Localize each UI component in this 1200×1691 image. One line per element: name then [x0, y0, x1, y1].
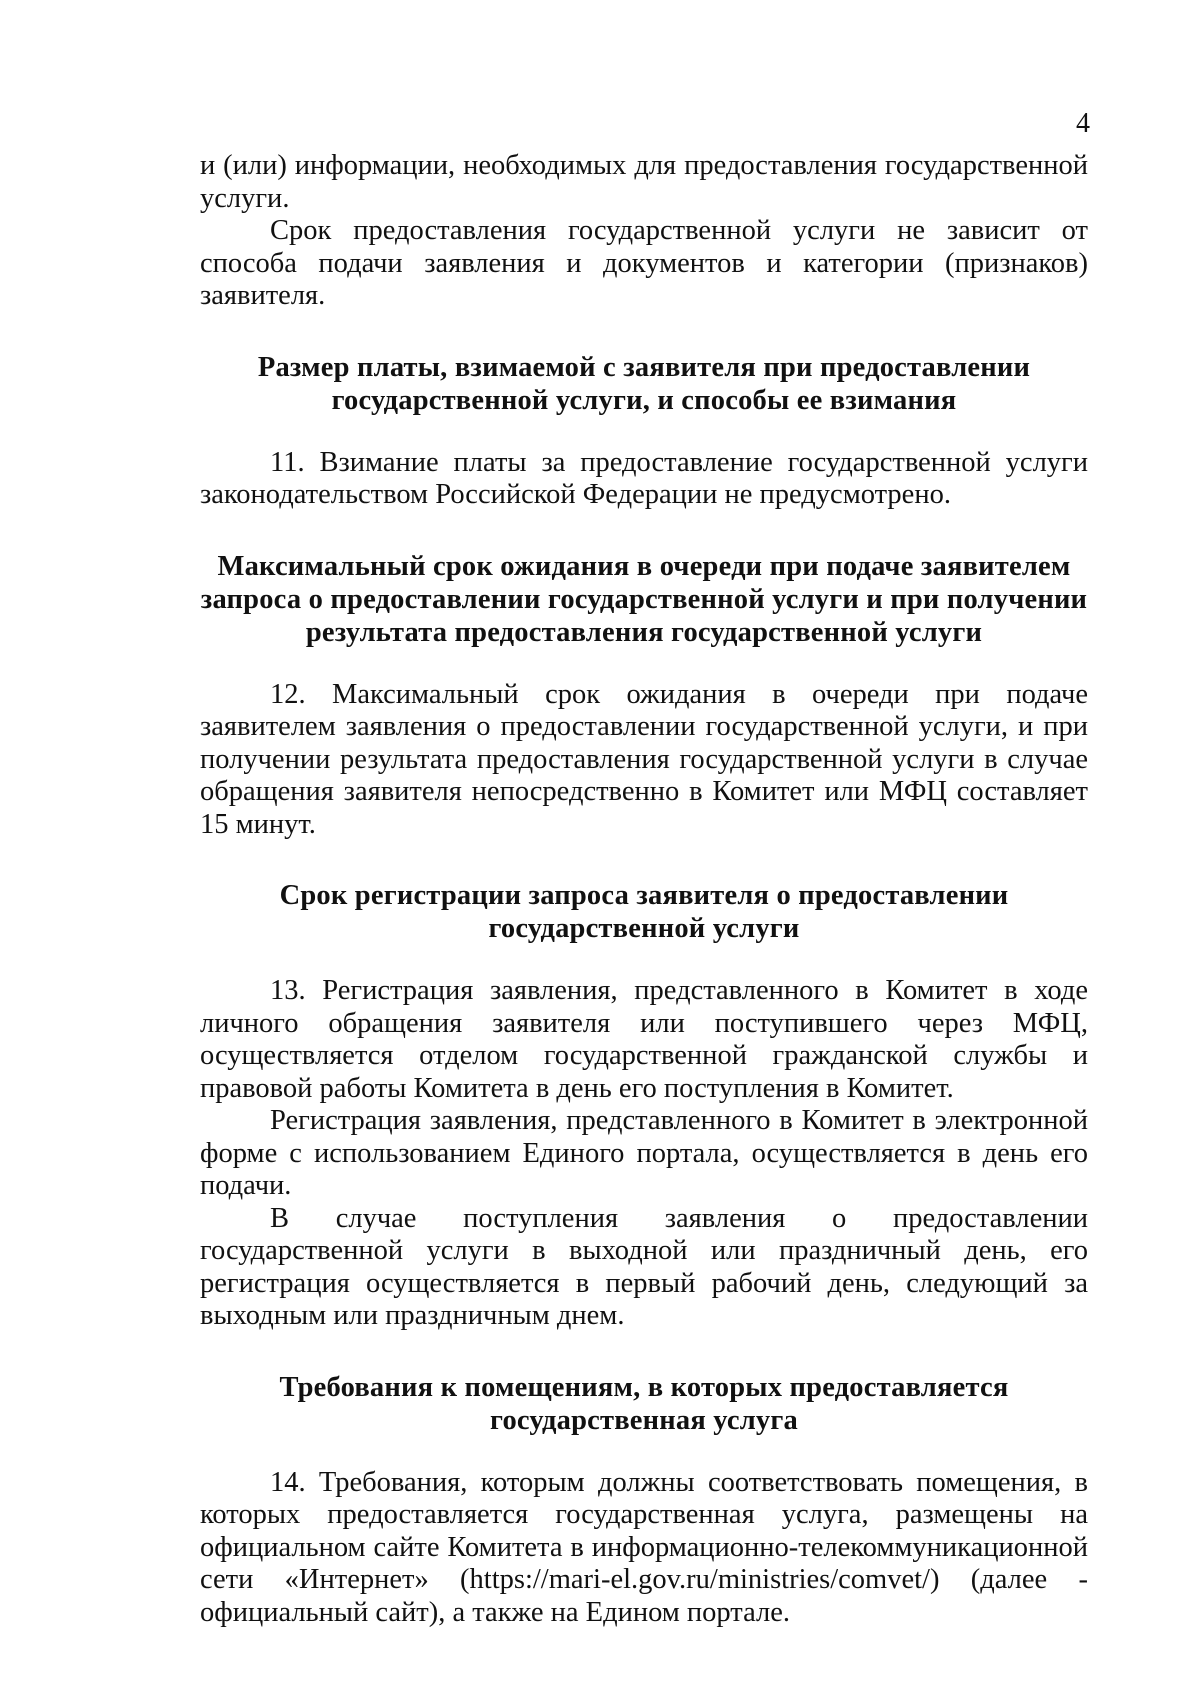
heading-line: государственная услуга: [490, 1404, 798, 1436]
heading-line: Требования к помещениям, в которых предоставляется: [279, 1371, 1009, 1403]
paragraph-14: 14. Требования, которым должны соответствовать помещения, в которых предоставляется государственная услуга, размещены на официальном сайте Комитета в информационно-телекоммуникационной сети «Интернет» (https://mari-el.gov.ru/ministries/comvet/) (далее - официальный сайт), а также на Едином портале.: [200, 1466, 1088, 1628]
paragraph-13-holiday: В случае поступления заявления о предоставлении государственной услуги в выходной или праздничный день, его регистрация осуществляется в первый рабочий день, следующий за выходным или праздничным днем.: [200, 1202, 1088, 1331]
heading-line: запроса о предоставлении государственной услуги и при получении: [200, 583, 1088, 615]
heading-line: Срок регистрации запроса заявителя о предоставлении: [279, 880, 1009, 911]
heading-line: государственной услуги, и способы ее взимания: [331, 384, 957, 416]
section-heading-fee: [200, 351, 1088, 417]
heading-line: Размер платы, взимаемой с заявителя при предоставлении: [257, 351, 1031, 383]
heading-line: Максимальный срок ожидания в очереди при подаче заявителем: [217, 550, 1071, 582]
paragraph-13: 13. Регистрация заявления, представленного в Комитет в ходе личного обращения заявителя или поступившего через МФЦ, осуществляется отделом государственной гражданской службы и правовой работы Комитета в день его поступления в Комитет.: [200, 975, 1088, 1104]
paragraph-continuation: и (или) информации, необходимых для предоставления государственной услуги.: [200, 150, 1088, 214]
section-heading-queue: [200, 550, 1088, 649]
paragraph-service-term: Срок предоставления государственной услуги не зависит от способа подачи заявления и документов и категории (признаков) заявителя.: [200, 215, 1088, 311]
section-heading-registration: [200, 879, 1088, 945]
document-body: [200, 150, 1088, 1629]
paragraph-12: 12. Максимальный срок ожидания в очереди при подаче заявителем заявления о предоставлении государственной услуги, и при получении результата предоставления государственной услуги в случае обращения заявителя непосредственно в Комитет или МФЦ составляет 15 минут.: [200, 678, 1088, 840]
paragraph-11: 11. Взимание платы за предоставление государственной услуги законодательством Российской Федерации не предусмотрено.: [200, 446, 1088, 510]
page-number: 4: [1076, 108, 1090, 139]
heading-line: результата предоставления государственной услуги: [305, 616, 983, 648]
paragraph-13-electronic: Регистрация заявления, представленного в Комитет в электронной форме с использованием Единого портала, осуществляется в день его подачи.: [200, 1105, 1088, 1201]
section-heading-premises: [200, 1371, 1088, 1437]
heading-line: государственной услуги: [488, 913, 800, 944]
